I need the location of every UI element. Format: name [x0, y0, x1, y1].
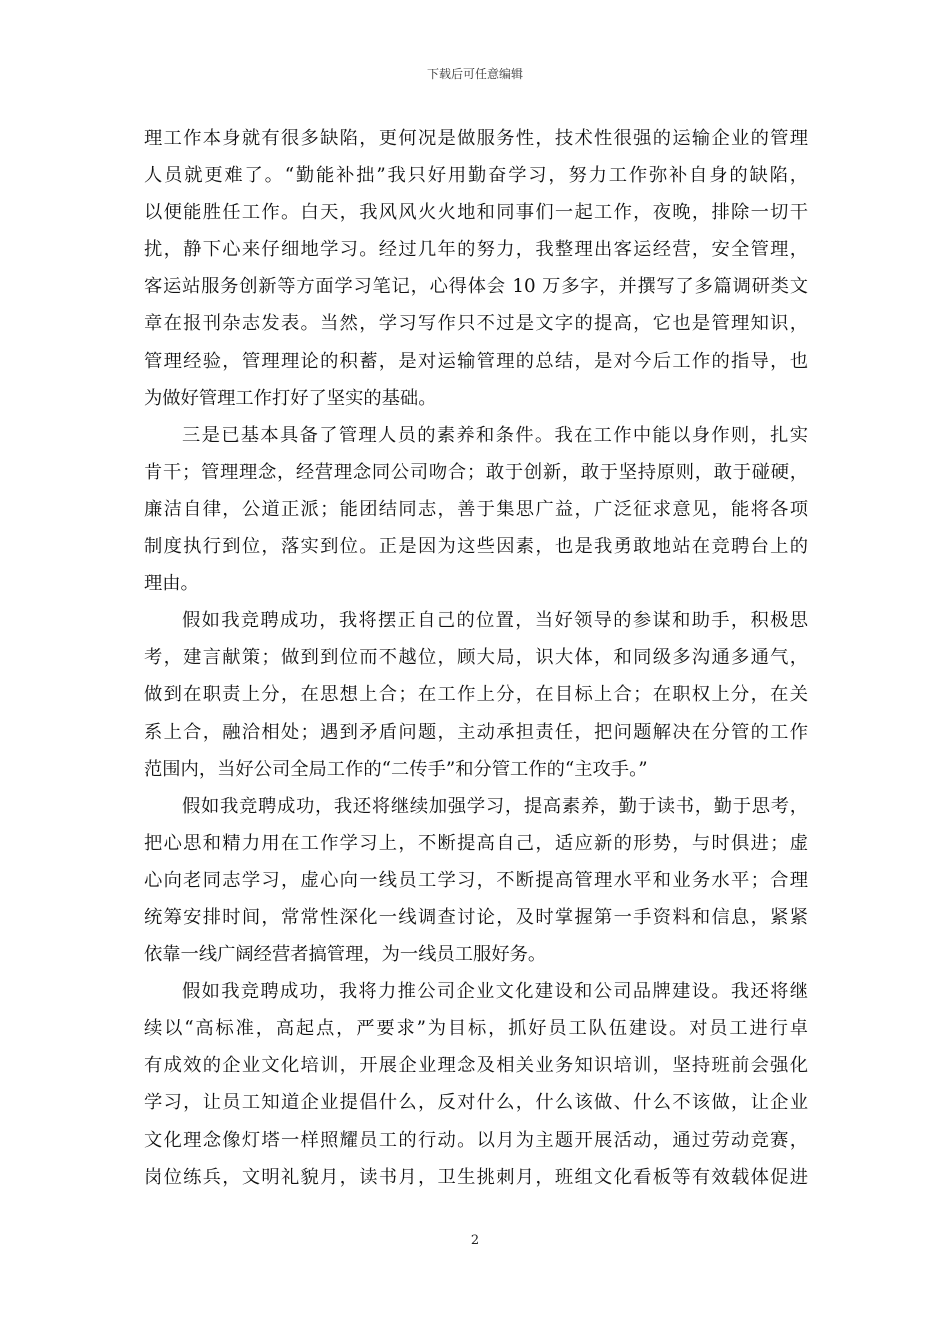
text-line: 理由。 — [144, 573, 199, 595]
text-line: 续以“高标准，高起点，严要求”为目标，抓好员工队伍建设。对员工进行卓 — [144, 1018, 808, 1040]
text-line: 廉洁自律，公道正派；能团结同志，善于集思广益，广泛征求意见，能将各项 — [144, 498, 808, 520]
text-line: 心向老同志学习，虚心向一线员工学习，不断提高管理水平和业务水平；合理 — [144, 869, 808, 891]
page-header: 下载后可任意编辑 — [426, 67, 523, 81]
text-line: 统筹安排时间，常常性深化一线调查讨论，及时掌握第一手资料和信息，紧紧 — [144, 906, 808, 928]
text-line: 理工作本身就有很多缺陷，更何况是做服务性，技术性很强的运输企业的管理 — [144, 128, 808, 149]
text-line: 有成效的企业文化培训，开展企业理念及相关业务知识培训，坚持班前会强化 — [144, 1055, 808, 1077]
text-line: 假如我竞聘成功，我还将继续加强学习，提高素养，勤于读书，勤于思考， — [182, 795, 808, 817]
text-line: 范围内，当好公司全局工作的“二传手”和分管工作的“主攻手。” — [144, 758, 648, 780]
text-line: 人员就更难了。“勤能补拙”我只好用勤奋学习，努力工作弥补自身的缺陷， — [144, 165, 808, 187]
text-line: 学习，让员工知道企业提倡什么，反对什么，什么该做、什么不该做，让企业 — [144, 1092, 808, 1114]
text-line: 岗位练兵，文明礼貌月，读书月，卫生挑刺月，班组文化看板等有效载体促进 — [144, 1166, 808, 1188]
paragraph — [144, 602, 808, 787]
text-line: 管理经验，管理理论的积蓄，是对运输管理的总结，是对今后工作的指导，也 — [144, 350, 808, 372]
text-line: 做到在职责上分，在思想上合；在工作上分，在目标上合；在职权上分，在关 — [144, 684, 808, 706]
text-line: 三是已基本具备了管理人员的素养和条件。我在工作中能以身作则，扎实 — [182, 424, 808, 446]
text-line: 扰，静下心来仔细地学习。经过几年的努力，我整理出客运经营，安全管理， — [144, 239, 808, 261]
paragraph — [144, 417, 808, 602]
text-line: 为做好管理工作打好了坚实的基础。 — [144, 387, 437, 409]
text-line: 考，建言献策；做到到位而不越位，顾大局，识大体，和同级多沟通多通气， — [144, 647, 808, 669]
text-line: 假如我竞聘成功，我将摆正自己的位置，当好领导的参谋和助手，积极思 — [182, 610, 808, 632]
text-line: 文化理念像灯塔一样照耀员工的行动。以月为主题开展活动，通过劳动竞赛， — [144, 1129, 808, 1151]
text-line: 依靠一线广阔经营者搞管理，为一线员工服好务。 — [144, 944, 547, 966]
paragraph — [144, 120, 808, 417]
text-line: 客运站服务创新等方面学习笔记，心得体会 10 万多字，并撰写了多篇调研类文 — [144, 276, 808, 298]
page-number: 2 — [470, 1233, 480, 1248]
paragraph — [144, 973, 808, 1196]
text-line: 系上合，融洽相处；遇到矛盾问题，主动承担责任，把问题解决在分管的工作 — [144, 721, 808, 743]
text-line: 肯干；管理理念，经营理念同公司吻合；敢于创新，敢于坚持原则，敢于碰硬， — [144, 461, 808, 483]
text-line: 把心思和精力用在工作学习上，不断提高自己，适应新的形势，与时俱进；虚 — [144, 832, 808, 854]
text-line: 制度执行到位，落实到位。正是因为这些因素，也是我勇敢地站在竞聘台上的 — [144, 536, 808, 558]
paragraph — [144, 788, 808, 973]
text-line: 假如我竞聘成功，我将力推公司企业文化建设和公司品牌建设。我还将继 — [182, 981, 808, 1003]
text-line: 以便能胜任工作。白天，我风风火火地和同事们一起工作，夜晚，排除一切干 — [144, 202, 808, 224]
text-line: 章在报刊杂志发表。当然，学习写作只不过是文字的提高，它也是管理知识， — [144, 313, 808, 335]
document-body — [144, 120, 808, 1196]
